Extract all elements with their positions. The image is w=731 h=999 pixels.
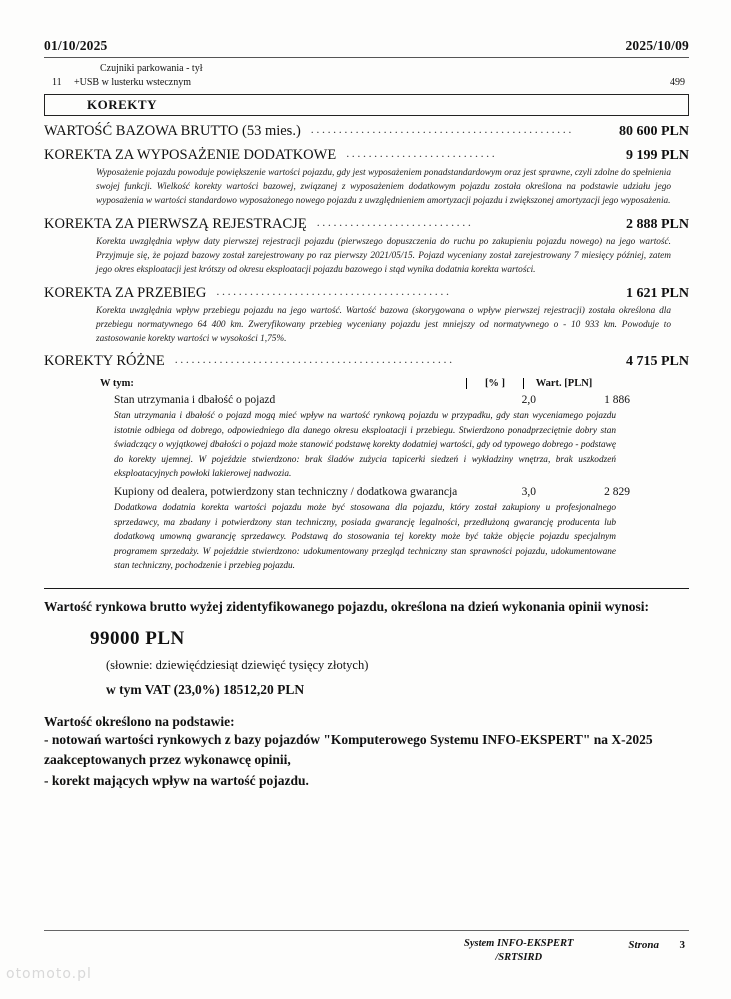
footer-page-label: Strona bbox=[628, 939, 659, 951]
sub-correction-pct: 2,0 bbox=[521, 394, 536, 407]
leader-dots: ............................ bbox=[316, 214, 474, 229]
document-footer bbox=[44, 930, 689, 971]
sub-correction-row bbox=[100, 486, 660, 498]
correction-note: Wyposażenie pojazdu powoduje powiększenie wartości pojazdu, gdy jest wyposażeniem ponadstandardowym oraz jest sprawne, czyli zdolne do spełnienia swojej funkcji. Wielkość korekty wartości bazowej, związanej z wyposażeniem dodatkowym pojazdu została określona na podstawie udziału jego wyposażenia w wartości standardowo wyposażonego nowego pojazdu z uwzględnieniem amortyzacji pojazdu i zwiększonej amortyzacji jego wyposażenia. bbox=[96, 168, 671, 206]
sub-correction-value: 2 829 bbox=[604, 486, 630, 499]
corrections-title: KOREKTY bbox=[87, 97, 157, 112]
sub-correction-name: Kupiony od dealera, potwierdzony stan techniczny / dodatkowa gwarancja bbox=[114, 486, 458, 499]
correction-row bbox=[44, 285, 689, 302]
correction-label: KOREKTA ZA PIERWSZĄ REJESTRACJĘ bbox=[44, 215, 307, 232]
footer-divider bbox=[44, 930, 689, 931]
sub-correction-pct: 3,0 bbox=[521, 486, 536, 499]
correction-row bbox=[44, 216, 689, 233]
header-divider bbox=[44, 57, 689, 58]
correction-label: KOREKTA ZA PRZEBIEG bbox=[44, 284, 207, 301]
correction-amount: 1 621 PLN bbox=[626, 285, 689, 301]
leader-dots: .................................................. bbox=[174, 352, 455, 367]
correction-row bbox=[44, 147, 689, 164]
footer-page-number: 3 bbox=[679, 939, 685, 951]
correction-amount: 2 888 PLN bbox=[626, 216, 689, 232]
leader-dots: ........................... bbox=[346, 146, 498, 160]
leader-dots: .......................................... bbox=[216, 283, 452, 298]
equipment-line-2: +USB w lusterku wstecznym bbox=[74, 77, 192, 88]
vat-amount: w tym VAT (23,0%) 18512,20 PLN bbox=[106, 682, 305, 698]
sub-corrections-table bbox=[100, 378, 660, 573]
sub-correction-name: Stan utrzymania i dbałość o pojazd bbox=[114, 394, 276, 407]
sub-correction-note: Dodatkowa dodatnia korekta wartości pojazdu może być stosowana dla pojazdu, który został zakupiony u profesjonalnego sprzedawcy, ma zbadany i potwierdzony stan techniczny, posiada gwarancję legalności, przedłużoną gwarancję producenta lub dodatkową umowną gwarancję sprzedawcy. Podstawą do stosowania tej korekty może być także objęcie pojazdu specjalnym programem sprzedaży. W pojeździe stwierdzono: udokumentowany przegląd techniczny stan sprawności pojazdu, udokumentowane stan techniczny, pochodzenie i przebieg pojazdu. bbox=[114, 503, 616, 572]
sub-header-title: W tym: bbox=[100, 378, 134, 390]
footer-system-line-1: System INFO-EKSPERT bbox=[464, 938, 574, 949]
sub-correction-note: Stan utrzymania i dbałość o pojazd mogą mieć wpływ na wartość rynkową pojazdu w przypadku, gdy stan wyceniamego pojazdu istotnie odbiega od dobrego, odpowiedniego dla danego okresu eksploatacji i przebiegu. Stwierdzono ponadprzeciętnie dobry stan świadczący o wyjątkowej dbałości o pojazd może stanowić podstawę korekty dodatniej wartości, gdy od typowego dobrego - podstawę do korekty ujemnej. W pojeździe stwierdzono: brak śladów zużycia tapicerki siedzeń i wykładziny wnętrza, brak uszkodzeń eksploatacyjnych powłoki lakierowej nadwozia. bbox=[114, 411, 616, 480]
footer-system bbox=[464, 937, 573, 964]
correction-row bbox=[44, 353, 689, 370]
basis-line: - notowań wartości rynkowych z bazy pojazdów "Komputerowego Systemu INFO-EKSPERT" na X-2025 zaakceptowanych przez wykonawcę opinii, bbox=[44, 732, 653, 768]
sub-header-pct: [% ] bbox=[466, 378, 524, 389]
market-value-words: (słownie: dziewięćdziesiąt dziewięć tysięcy złotych) bbox=[106, 658, 369, 673]
document-header bbox=[44, 38, 689, 54]
sub-correction-row bbox=[100, 394, 660, 406]
equipment-continuation bbox=[44, 62, 689, 92]
market-value: 99000 PLN bbox=[90, 628, 185, 650]
correction-note: Korekta uwzględnia wpływ przebiegu pojazdu na jego wartość. Wartość bazowa (skorygowana o wpływ pierwszej rejestracji) została określona dla przebiegu normatywnego 64 400 km. Zweryfikowany przebieg wyceniany pojazdu jest mniejszy od normatywnego o - 10 933 km. Powoduje to zastosowanie korekty wartości w wysokości 1,75%. bbox=[96, 305, 671, 344]
document-body bbox=[44, 38, 689, 791]
equipment-index: 11 bbox=[52, 77, 62, 88]
sub-corrections-header bbox=[100, 378, 660, 389]
correction-label: KOREKTY RÓŻNE bbox=[44, 353, 165, 370]
correction-label: WARTOŚĆ BAZOWA BRUTTO (53 mies.) bbox=[44, 123, 301, 139]
basis-title: Wartość określono na podstawie: bbox=[44, 714, 235, 730]
leader-dots: ............................................... bbox=[310, 122, 574, 136]
corrections-title-box bbox=[44, 94, 689, 116]
correction-row bbox=[44, 123, 689, 140]
footer-system-line-2: /SRTSIRD bbox=[495, 951, 543, 963]
equipment-line-1: Czujniki parkowania - tył bbox=[100, 63, 203, 74]
watermark: otomoto.pl bbox=[6, 966, 92, 982]
correction-label: KOREKTA ZA WYPOSAŻENIE DODATKOWE bbox=[44, 147, 337, 163]
conclusion-divider bbox=[44, 588, 689, 589]
correction-amount: 4 715 PLN bbox=[626, 354, 689, 370]
conclusion-text: Wartość rynkowa brutto wyżej zidentyfikowanego pojazdu, określona na dzień wykonania opinii wynosi: bbox=[44, 598, 650, 614]
correction-amount: 80 600 PLN bbox=[619, 124, 689, 139]
basis-line: - korekt mających wpływ na wartość pojazdu. bbox=[44, 772, 309, 788]
header-date-right: 2025/10/09 bbox=[625, 38, 689, 53]
equipment-value: 499 bbox=[670, 77, 685, 88]
sub-header-value: Wart. [PLN] bbox=[535, 378, 593, 390]
sub-correction-value: 1 886 bbox=[604, 394, 630, 407]
correction-amount: 9 199 PLN bbox=[626, 148, 689, 163]
header-date-left: 01/10/2025 bbox=[44, 38, 108, 53]
correction-note: Korekta uwzględnia wpływ daty pierwszej rejestracji pojazdu (pierwszego dopuszczenia do ruchu po zakupieniu pojazdu nowego) na jego wartość. Przyjmuje się, że pojazd bazowy został zarejestrowany po raz pierwszy 2021/05/15. Pojazd wyceniany został zarejestrowany 7 miesięcy później, zatem jego okres eksploatacji jest krótszy od okresu eksploatacji pojazdu bazowego i stąd wynika dodatnia korekta wartości. bbox=[96, 236, 671, 275]
